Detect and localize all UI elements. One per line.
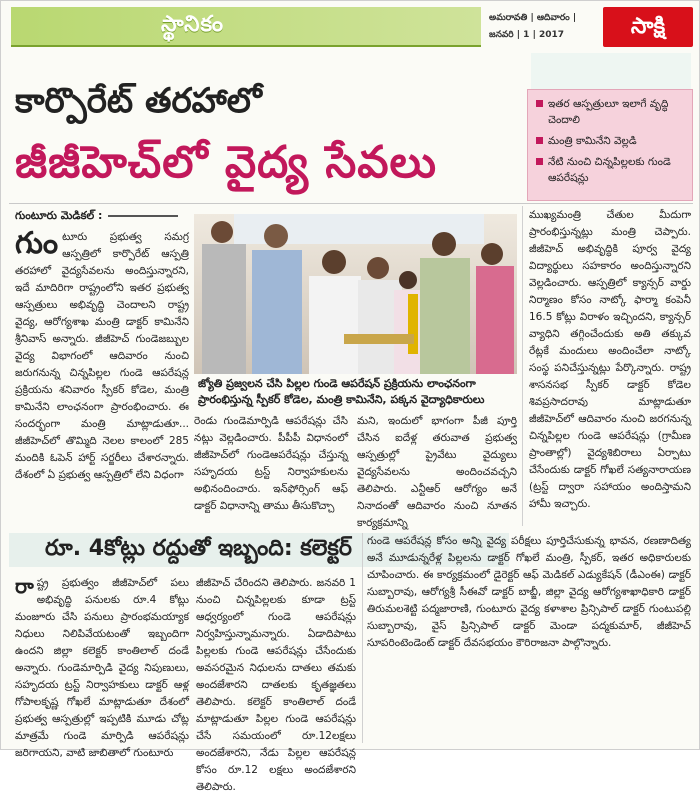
highlights-box xyxy=(527,89,693,201)
photo-caption: జ్యోతి ప్రజ్వలన చేసి పిల్లల గుండె ఆపరేషన్ ప్రక్రియను లాంఛనంగా ప్రారంభిస్తున్న స్పీకర్ కోడెల, మంత్రి కామినేని, పక్కన వైద్యాధికారులు xyxy=(194,375,517,409)
drop-cap: గుం xyxy=(15,226,59,261)
section-title: స్థానికం xyxy=(161,12,225,37)
edition-date: జనవరి | 1 | 2017 xyxy=(489,30,565,40)
article-column-3: మని, ఇందులో భాగంగా పీజీ పూర్తి చేసిన ఐదేళ్ల తరువాత ప్రభుత్వ ఆస్పత్రుల్లో ప్రైవేటు వైద్యులు వైద్యసేవలను అందించవచ్చని తెలిపారు. ఎన్టీఆర్ ఆరోగ్యం అనే నినాదంతో ఆదివారం నుంచి నూతన కార్యక్రమాన్ని xyxy=(357,415,517,529)
article2-column-2: జీజీహెచ్ చేరిందని తెలిపారు. జనవరి 1 నుంచి చిన్నపిల్లలకు కూడా ట్రస్ట్ ఆధ్వర్యంలో గుండె ఆపరేషన్లు నిర్వహిస్తున్నామన్నారు. ఏడాదిపాటు పిల్లలకు గుండె ఆపరేషన్లు చేసేందుకు అవసరమైన నిధులను దాతలు తమకు అందజేశారని దాతలకు కృతజ్ఞతలు తెలిపారు. కలెక్టర్ కాంతిలాల్ దండే మాట్లాడుతూ పిల్లల గుండె ఆపరేషన్లు చేసే సమయంలో రూ.12లక్షలు అందజేశారని, నేడు పిల్లల ఆపరేషన్ల కోసం రూ.12 లక్షలు అందజేశారని తెలిపారు. xyxy=(196,577,356,793)
divider xyxy=(9,203,693,204)
column-text: టూరు ప్రభుత్వ సమగ్ర ఆస్పత్రిలో కార్పొరేట్ ఆస్పత్రి తరహాలో వైద్యసేవలను అందిస్తున్నారని, ఇదే మాదిరిగా రాష్ట్రంలోని ఇతర ప్రభుత్వ ఆస్పత్రులు అభివృద్ధి చెందాలని రాష్ట్ర వైద్య, ఆరోగ్యశాఖ మంత్రి డాక్టర్ కామినేని శ్రీనివాస్ అన్నారు. జీజీహెచ్ గుండెజబ్బుల వైద్య విభాగంలో ఆదివారం నుంచి జరుగనున్న చిన్నపిల్లల గుండె ఆపరేషన్ల ప్రక్రియను శనివారం స్పీకర్ కోడెల, మంత్రి కామినేని లాంఛనంగా ప్రారంభించారు. ఈ సందర్భంగా మంత్రి మాట్లాడుతూ... జీజీహెచ్‌లో తొమ్మిది నెలల కాలంలో 285 మందికి ఓపెన్ హార్ట్ సర్జరీలు చేశారన్నారు. దేశంలో ఏ ప్రభుత్వ ఆస్పత్రిలో లేని విధంగా xyxy=(15,231,189,481)
edition-info xyxy=(489,10,599,44)
article2-headline: రూ. 4కోట్లు రద్దుతో ఇబ్బంది: కలెక్టర్ xyxy=(45,536,352,561)
article2-column-1 xyxy=(15,574,189,759)
article2-column-3: గుండె ఆపరేషన్ల కోసం అన్ని వైద్య పరీక్షలు పూర్తిచేసుకున్న భావన, రణణాదిత్య అనే మూడున్నరేళ్ల పిల్లలను డాక్టర్ గోఖలే మంత్రి, స్పీకర్, ఇతర అధికారులకు చూపించారు. ఈ కార్యక్రమంలో డైరెక్టర్ ఆఫ్ మెడికల్ ఎడ్యుకేషన్ (డీఎంఈ) డాక్టర్ సుబ్బారావు, ఆరోగ్యశ్రీ సీఈవో డాక్టర్ బాబ్జీ, జిల్లా వైద్య ఆరోగ్యశాఖాధికారి డాక్టర్ తిరుమలశెట్టి పద్మజారాణి, గుంటూరు వైద్య కళాశాల ప్రిన్సిపాల్ డాక్టర్ గుంటుపల్లి సుబ్బారావు, వైస్ ప్రిన్సిపాల్ డాక్టర్ మెండా పద్మకుమార్, జీజీహెచ్ సూపరింటెండెంట్ డాక్టర్ దేవసభయం కౌరిరాజనా పాల్గొన్నారు. xyxy=(367,535,691,649)
section-banner xyxy=(11,7,481,47)
lead-glyph: రా xyxy=(15,574,34,598)
photo-illustration xyxy=(194,214,517,374)
article-column-2: రెండు గుండెమార్పిడి ఆపరేషన్లు చేసి నట్లు వెల్లడించారు. పీపీపీ విధానంలో జీజీహెచ్‌లో గుండెఆపరేషన్లు చేస్తున్న సహృదయ ట్రస్ట్ నిర్వాహకులను అభినందించారు. ఇన్‌ఫోర్సింగ్ ఆఫ్ డాక్టర్ విధానాన్ని తాము తీసుకొచ్చా xyxy=(194,415,348,512)
highlight-item: మంత్రి కామినేని వెల్లడి xyxy=(536,133,686,149)
brand-logo: సాక్షి xyxy=(603,7,693,47)
article-column-1 xyxy=(15,226,189,525)
highlight-item: ఇతర ఆస్పత్రులూ ఇలాగే వృద్ధి చెందాలి xyxy=(536,96,686,128)
article-photo xyxy=(194,214,517,374)
column-divider xyxy=(362,533,363,743)
edition-line-1: అమరావతి | ఆదివారం | xyxy=(489,13,577,23)
faded-advert xyxy=(531,53,691,89)
article-column-4: ముఖ్యమంత్రి చేతుల మీదుగా ప్రారంభిస్తున్నట్లు మంత్రి చెప్పారు. జీజీహెచ్ అభివృద్ధికి పూర్వ వైద్య విద్యార్థులు సహకారం అందిస్తున్నారని వెల్లడించారు. ఆస్పత్రిలో క్యాన్సర్ వార్డు నిర్మాణం కోసం నాట్కో ఫార్మా కంపెనీ 16.5 కోట్లు విరాళం ఇచ్చిందని, క్యాన్సర్ వ్యాధిని తగ్గించేందుకు అతి తక్కువ రేట్లకే మందులు అందించేలా నాట్కో సంస్థ పనిచేస్తున్నట్లు పేర్కొన్నారు. రాష్ట్ర శాసనసభ స్పీకర్ డాక్టర్ కోడెల శివప్రసాదరావు మాట్లాడుతూ జీజీహెచ్‌లో ఆదివారం నుంచి జరగనున్న చిన్నపిల్లల గుండె ఆపరేషన్లు (గ్రామీణ ప్రాంతాల్లో) వైద్యశిబిరాలు ఏర్పాటు చేసేందుకు డాక్టర్ గోఖలే సత్యనారాయణ (ట్రస్ట్ ద్వారా సహాయం అందిస్తామని హామీ ఇచ్చారు. xyxy=(529,209,691,510)
dateline: గుంటూరు మెడికల్ : xyxy=(15,209,178,225)
column-divider xyxy=(522,206,523,526)
article-kicker: కార్పొరేట్ తరహాలో xyxy=(15,81,262,121)
article-headline: జీజీహెచ్‌లో వైద్య సేవలు xyxy=(15,137,437,188)
column-text: ష్ట్ర ప్రభుత్వం జీజీహెచ్‌లో పలు అభివృద్ధి పనులకు రూ.4 కోట్లు మంజూరు చేసి పనులు ప్రారంభమయ్యాక నిధులు నిలిపివేయటంతో ఇబ్బందిగా ఉందని జిల్లా కలెక్టర్ కాంతిలాల్ దండే అన్నారు. గుండెమార్పిడి వైద్య నిపుణులు, సహృదయ ట్రస్ట్ నిర్వాహకులు డాక్టర్ ఆళ్ల గోపాలకృష్ణ గోఖలే మాట్లాడుతూ దేశంలో ప్రభుత్వ ఆస్పత్రుల్లో ఇప్పటికి మూడు చోట్ల మాత్రమే గుండె మార్పిడి ఆపరేషన్లు జరిగాయని, వాటి జాబితాలో గుంటూరు xyxy=(15,577,189,759)
page-header xyxy=(11,7,693,47)
highlight-item: నేటి నుంచి చిన్నపిల్లలకు గుండె ఆపరేషన్లు xyxy=(536,154,686,186)
